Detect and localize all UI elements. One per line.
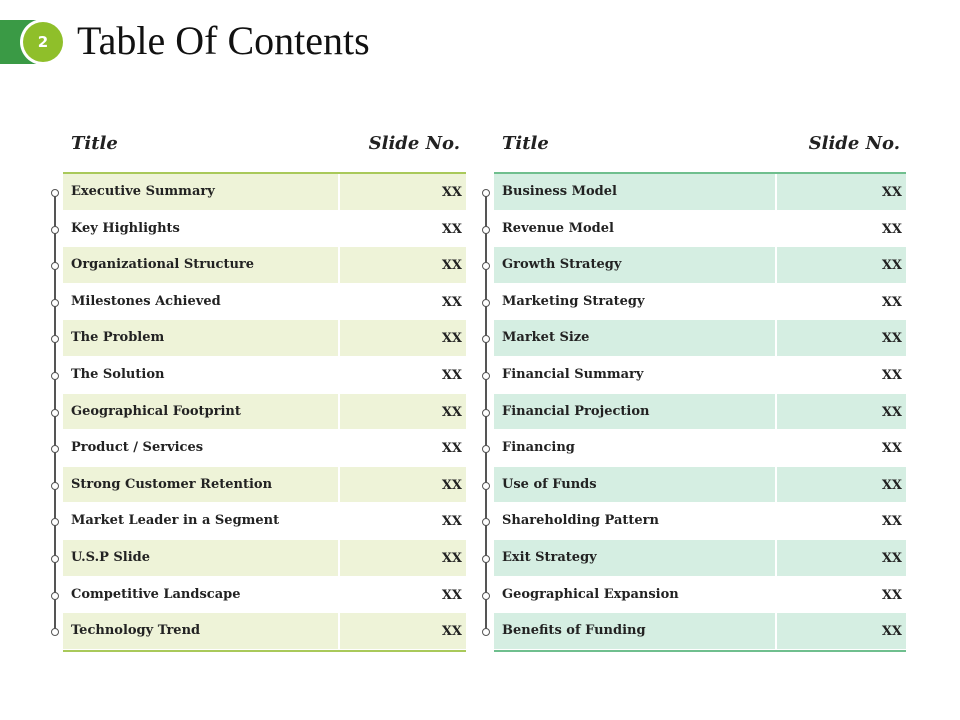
- toc-header-right: [494, 128, 906, 174]
- timeline-dot: [51, 226, 59, 234]
- table-row: [63, 540, 466, 577]
- row-title: Financial Summary: [494, 357, 777, 393]
- row-title: Market Size: [494, 320, 777, 356]
- timeline-dot: [51, 592, 59, 600]
- row-title: Geographical Expansion: [494, 577, 777, 613]
- table-row: [494, 577, 906, 614]
- table-row: [63, 467, 466, 504]
- header-title: Title: [502, 133, 549, 154]
- table-row: [494, 174, 906, 211]
- row-slide-number: XX: [441, 514, 462, 530]
- table-row: [494, 467, 906, 504]
- row-title: Use of Funds: [494, 467, 777, 503]
- row-title: Strong Customer Retention: [63, 467, 340, 503]
- row-title: Market Leader in a Segment: [63, 503, 340, 539]
- row-slide-number: XX: [881, 367, 902, 383]
- table-row: [63, 577, 466, 614]
- timeline-dot: [482, 628, 490, 636]
- row-slide-number: XX: [881, 624, 902, 640]
- row-slide-number: XX: [441, 587, 462, 603]
- table-row: [63, 394, 466, 431]
- header-slide-no: Slide No.: [368, 133, 460, 154]
- table-row: [494, 247, 906, 284]
- table-row: [494, 540, 906, 577]
- timeline-dot: [482, 372, 490, 380]
- table-row: [63, 430, 466, 467]
- table-bottom-rule: [494, 650, 906, 652]
- table-bottom-rule: [63, 650, 466, 652]
- timeline-dot: [51, 372, 59, 380]
- toc-table-right: [494, 128, 906, 652]
- row-slide-number: XX: [441, 367, 462, 383]
- timeline-dot: [482, 189, 490, 197]
- row-slide-number: XX: [881, 221, 902, 237]
- row-slide-number: XX: [881, 477, 902, 493]
- row-slide-number: XX: [881, 258, 902, 274]
- table-row: [63, 174, 466, 211]
- timeline-dot: [51, 555, 59, 563]
- table-row: [494, 211, 906, 248]
- row-title: Milestones Achieved: [63, 284, 340, 320]
- row-slide-number: XX: [881, 514, 902, 530]
- timeline-dot: [51, 518, 59, 526]
- page-title: Table Of Contents: [77, 18, 370, 63]
- table-row: [63, 284, 466, 321]
- row-title: Benefits of Funding: [494, 613, 777, 649]
- slide-number-badge: 2: [23, 22, 63, 62]
- row-title: Financing: [494, 430, 777, 466]
- timeline-dot: [51, 189, 59, 197]
- table-row: [494, 503, 906, 540]
- table-row: [63, 613, 466, 650]
- timeline-dot: [482, 445, 490, 453]
- timeline-dot: [51, 299, 59, 307]
- row-title: Product / Services: [63, 430, 340, 466]
- timeline-dot: [482, 299, 490, 307]
- row-slide-number: XX: [441, 477, 462, 493]
- row-slide-number: XX: [881, 441, 902, 457]
- row-slide-number: XX: [881, 294, 902, 310]
- header-title: Title: [71, 133, 118, 154]
- table-row: [494, 394, 906, 431]
- timeline-dot: [482, 518, 490, 526]
- table-row: [494, 430, 906, 467]
- row-title: U.S.P Slide: [63, 540, 340, 576]
- row-title: Exit Strategy: [494, 540, 777, 576]
- timeline-dot: [482, 262, 490, 270]
- row-title: Executive Summary: [63, 174, 340, 210]
- timeline-dot: [482, 226, 490, 234]
- row-title: Shareholding Pattern: [494, 503, 777, 539]
- row-slide-number: XX: [881, 331, 902, 347]
- row-slide-number: XX: [881, 185, 902, 200]
- table-row: [63, 357, 466, 394]
- row-title: Competitive Landscape: [63, 577, 340, 613]
- toc-header-left: [63, 128, 466, 174]
- timeline-dot: [482, 555, 490, 563]
- row-title: Geographical Footprint: [63, 394, 340, 430]
- row-slide-number: XX: [441, 441, 462, 457]
- header-slide-no: Slide No.: [808, 133, 900, 154]
- row-slide-number: XX: [881, 404, 902, 420]
- row-title: Growth Strategy: [494, 247, 777, 283]
- row-title: Business Model: [494, 174, 777, 210]
- row-slide-number: XX: [441, 294, 462, 310]
- table-row: [494, 320, 906, 357]
- table-row: [494, 284, 906, 321]
- timeline-dot: [51, 262, 59, 270]
- row-slide-number: XX: [881, 550, 902, 566]
- row-slide-number: XX: [441, 331, 462, 347]
- row-slide-number: XX: [881, 587, 902, 603]
- row-slide-number: XX: [441, 185, 462, 200]
- timeline-dot: [482, 335, 490, 343]
- row-slide-number: XX: [441, 550, 462, 566]
- row-slide-number: XX: [441, 258, 462, 274]
- table-row: [63, 247, 466, 284]
- table-row: [63, 320, 466, 357]
- timeline-dot: [482, 592, 490, 600]
- table-row: [494, 357, 906, 394]
- row-title: Marketing Strategy: [494, 284, 777, 320]
- table-row: [63, 503, 466, 540]
- toc-table-left: [63, 128, 466, 652]
- row-title: Key Highlights: [63, 211, 340, 247]
- timeline-dot: [482, 409, 490, 417]
- row-slide-number: XX: [441, 404, 462, 420]
- row-title: Technology Trend: [63, 613, 340, 649]
- timeline-dot: [482, 482, 490, 490]
- row-title: Revenue Model: [494, 211, 777, 247]
- timeline-dot: [51, 445, 59, 453]
- row-title: Organizational Structure: [63, 247, 340, 283]
- timeline-dot: [51, 409, 59, 417]
- row-slide-number: XX: [441, 624, 462, 640]
- table-row: [63, 211, 466, 248]
- row-title: The Solution: [63, 357, 340, 393]
- timeline-dot: [51, 482, 59, 490]
- timeline-dot: [51, 628, 59, 636]
- row-title: Financial Projection: [494, 394, 777, 430]
- timeline-dot: [51, 335, 59, 343]
- row-title: The Problem: [63, 320, 340, 356]
- table-row: [494, 613, 906, 650]
- row-slide-number: XX: [441, 221, 462, 237]
